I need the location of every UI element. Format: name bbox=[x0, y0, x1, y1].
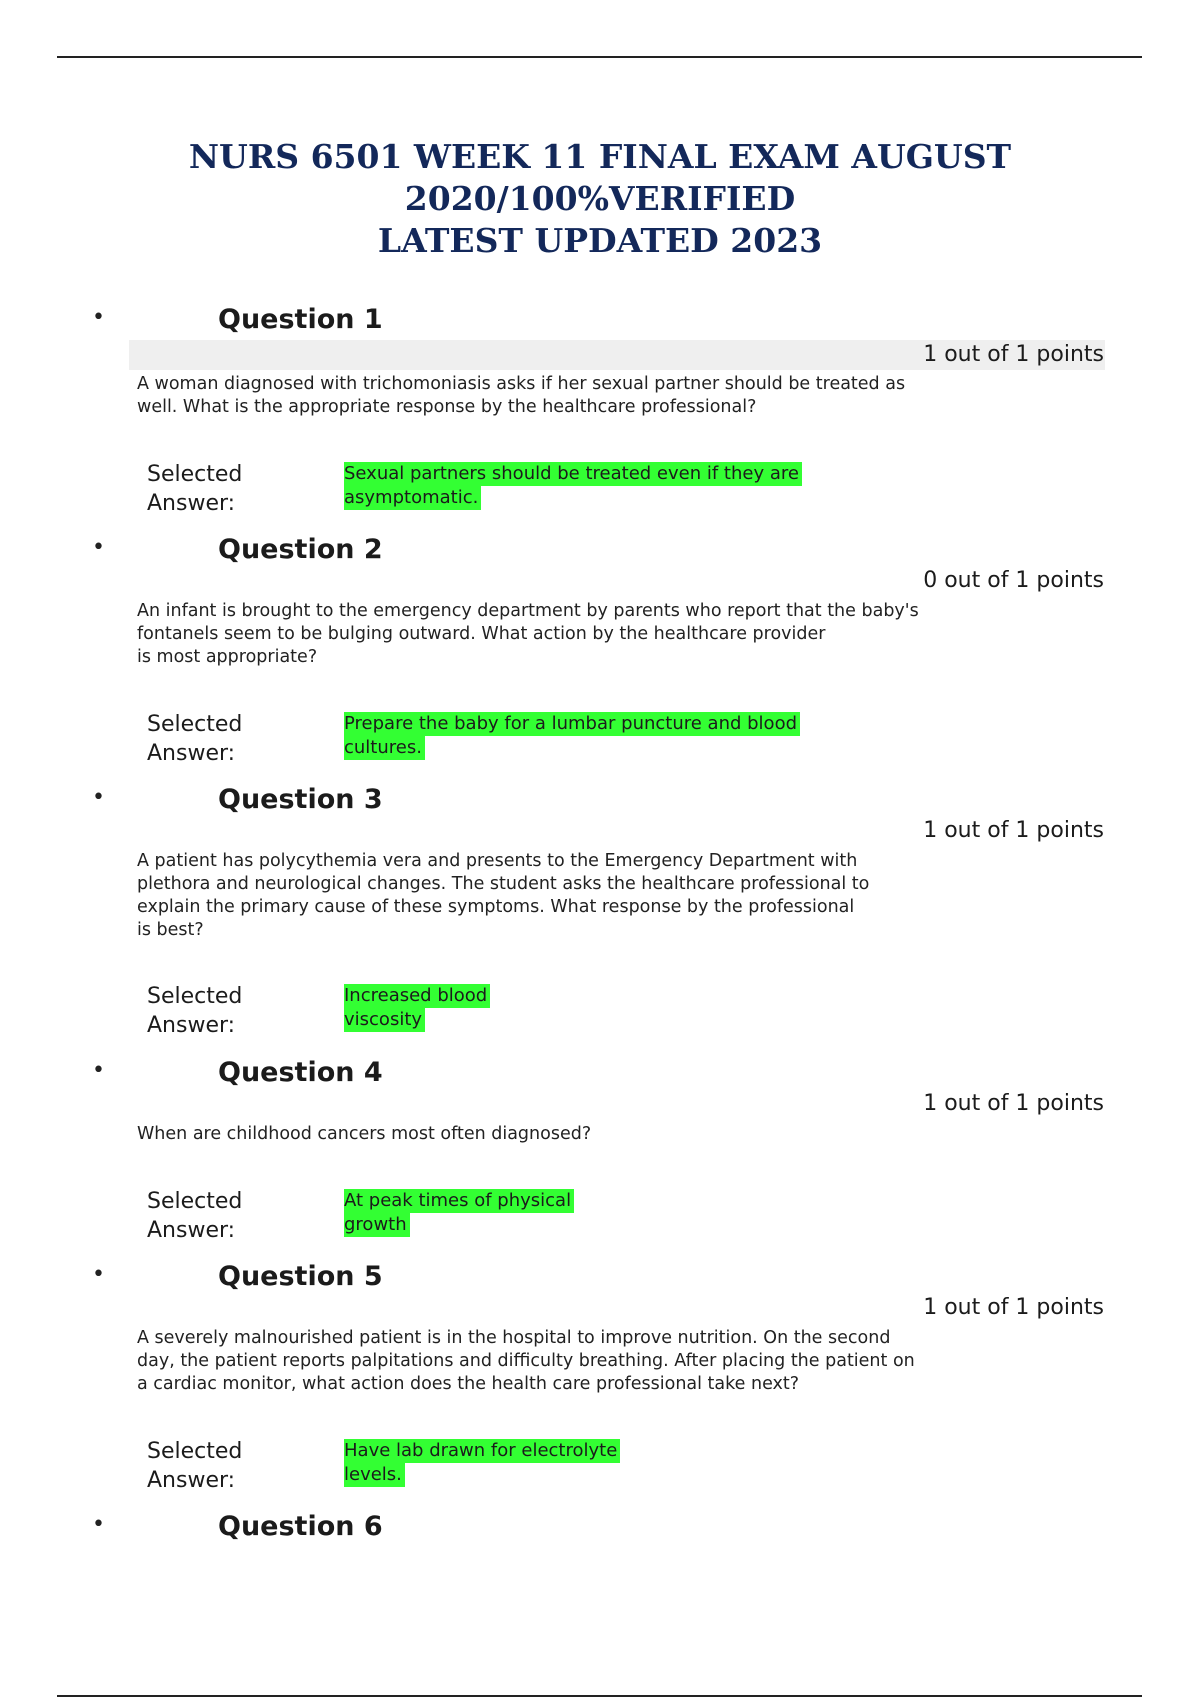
bullet: • bbox=[92, 305, 105, 330]
question-title: Question 1 bbox=[218, 304, 383, 335]
question-title: Question 4 bbox=[218, 1057, 383, 1088]
bullet: • bbox=[92, 785, 105, 810]
question-text-line: A patient has polycythemia vera and presents to the Emergency Department with bbox=[137, 851, 858, 871]
bullet: • bbox=[92, 1262, 105, 1287]
answer-line: Have lab drawn for electrolyte bbox=[344, 1439, 620, 1463]
answer-line: cultures. bbox=[344, 736, 425, 760]
answer-line: Sexual partners should be treated even if they are bbox=[344, 462, 802, 486]
points-score: 1 out of 1 points bbox=[923, 1295, 1104, 1320]
question-text-line: day, the patient reports palpitations and difficulty breathing. After placing the patient on bbox=[137, 1351, 915, 1371]
selected-answer bbox=[344, 984, 490, 1032]
question-text-line: is best? bbox=[137, 920, 204, 940]
question-text-line: well. What is the appropriate response by the healthcare professional? bbox=[137, 397, 757, 417]
top-rule bbox=[57, 56, 1142, 58]
selected-answer bbox=[344, 462, 802, 510]
selected-answer-label: Selected Answer: bbox=[147, 1189, 243, 1243]
answer-line: asymptomatic. bbox=[344, 486, 481, 510]
question-text-line: a cardiac monitor, what action does the health care professional take next? bbox=[137, 1374, 800, 1394]
question-text-line: explain the primary cause of these symptoms. What response by the professional bbox=[137, 897, 855, 917]
question-text-line: When are childhood cancers most often diagnosed? bbox=[137, 1124, 592, 1144]
question-text-line: fontanels seem to be bulging outward. What action by the healthcare provider bbox=[137, 624, 826, 644]
question-title: Question 3 bbox=[218, 784, 383, 815]
question-text-line: is most appropriate? bbox=[137, 647, 318, 667]
question-text bbox=[137, 373, 1037, 419]
answer-line: Increased blood bbox=[344, 984, 490, 1008]
selected-answer bbox=[344, 1439, 620, 1487]
bullet: • bbox=[92, 1058, 105, 1083]
title-line-3: LATEST UPDATED 2023 bbox=[377, 221, 823, 260]
bullet: • bbox=[92, 1512, 105, 1537]
question-title: Question 5 bbox=[218, 1261, 383, 1292]
answer-line: Prepare the baby for a lumbar puncture and blood bbox=[344, 712, 800, 736]
points-score: 1 out of 1 points bbox=[923, 818, 1104, 843]
answer-line: viscosity bbox=[344, 1008, 425, 1032]
question-text-line: An infant is brought to the emergency department by parents who report that the baby's bbox=[137, 601, 919, 621]
selected-answer-label: Selected Answer: bbox=[147, 462, 243, 516]
title-line-1: NURS 6501 WEEK 11 FINAL EXAM AUGUST bbox=[188, 137, 1012, 176]
question-title: Question 2 bbox=[218, 534, 383, 565]
document-title bbox=[0, 136, 1200, 262]
question-text bbox=[137, 850, 1037, 942]
question-text bbox=[137, 1327, 1037, 1396]
question-text bbox=[137, 600, 1037, 669]
question-text-line: plethora and neurological changes. The student asks the healthcare professional to bbox=[137, 874, 870, 894]
selected-answer bbox=[344, 712, 800, 760]
bottom-rule bbox=[57, 1695, 1142, 1697]
selected-answer-label: Selected Answer: bbox=[147, 712, 243, 766]
answer-line: levels. bbox=[344, 1463, 405, 1487]
title-line-2: 2020/100%VERIFIED bbox=[404, 179, 796, 218]
selected-answer-label: Selected Answer: bbox=[147, 1439, 243, 1493]
question-text bbox=[137, 1123, 1037, 1146]
points-score: 0 out of 1 points bbox=[923, 568, 1104, 593]
answer-line: At peak times of physical bbox=[344, 1189, 574, 1213]
points-score: 1 out of 1 points bbox=[923, 1091, 1104, 1116]
selected-answer bbox=[344, 1189, 574, 1237]
points-score: 1 out of 1 points bbox=[923, 342, 1104, 367]
answer-line: growth bbox=[344, 1213, 410, 1237]
question-text-line: A woman diagnosed with trichomoniasis asks if her sexual partner should be treated as bbox=[137, 374, 906, 394]
bullet: • bbox=[92, 535, 105, 560]
question-title: Question 6 bbox=[218, 1511, 383, 1542]
question-text-line: A severely malnourished patient is in the hospital to improve nutrition. On the second bbox=[137, 1328, 891, 1348]
selected-answer-label: Selected Answer: bbox=[147, 984, 243, 1038]
